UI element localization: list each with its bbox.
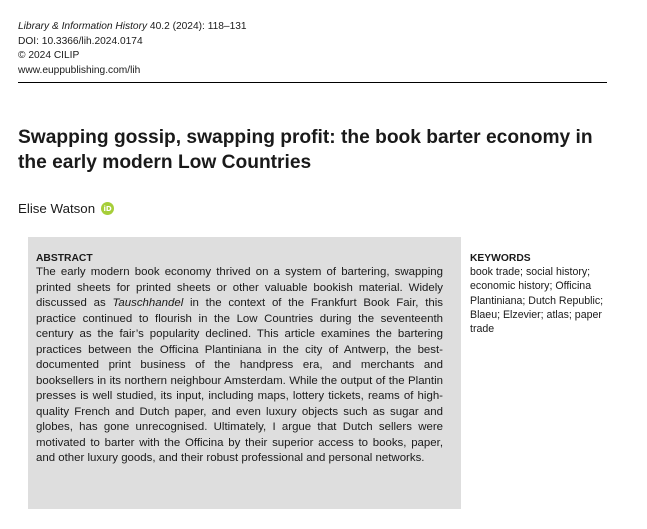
article-title: Swapping gossip, swapping profit: the book barter economy in the early modern Low Countries [18, 127, 593, 173]
doi[interactable]: DOI: 10.3366/lih.2024.0174 [18, 35, 143, 47]
author-name[interactable]: Elise Watson [18, 201, 96, 216]
author-line [18, 201, 114, 216]
abstract-text-part-1: The early modern book economy thrived on a system of bartering, swapping printed sheets for printed sheets or other valuable bookish material. Widely discussed as [36, 266, 443, 309]
abstract-text-part-2: in the context of the Frankfurt Book Fair, this practice continued to flourish in the Low Countries during the seventeenth century as the fair’s popularity declined. This article examines the bartering practices between the Officina Plantiniana in the city of Antwerp, the best-documented print business of the handpress era, and merchants and booksellers in its northern neighbour Amsterdam. While the output of the Plantin presses is well studied, its input, including maps, lottery tickets, reams of high-quality French and Dutch paper, and even luxury objects such as sugar and globes, has gone unrecognised. Ultimately, I argue that Dutch sellers were motivated to barter with the Officina by their superior access to books, paper, and other luxury goods, and their robust professional and personal networks. [36, 297, 444, 464]
keywords-list: book trade; social history; economic history; Officina Plantiniana; Dutch Republic; Blaeu; Elzevier; atlas; paper trade [470, 266, 604, 336]
publisher-website[interactable]: www.euppublishing.com/lih [18, 64, 141, 76]
abstract-text-italic: Tauschhandel [112, 297, 184, 309]
abstract-heading: ABSTRACT [36, 253, 93, 264]
orcid-icon[interactable]: iD [101, 202, 114, 215]
journal-citation [18, 20, 247, 35]
keywords-heading: KEYWORDS [470, 253, 531, 264]
article-metadata [18, 20, 247, 78]
header-divider [18, 82, 607, 83]
abstract-box [28, 237, 461, 509]
keywords-panel [470, 252, 620, 336]
journal-name: Library & Information History [18, 21, 148, 32]
journal-volume-pages: 40.2 (2024): 118–131 [147, 21, 247, 32]
copyright: © 2024 CILIP [18, 50, 80, 61]
abstract-text [36, 265, 443, 467]
